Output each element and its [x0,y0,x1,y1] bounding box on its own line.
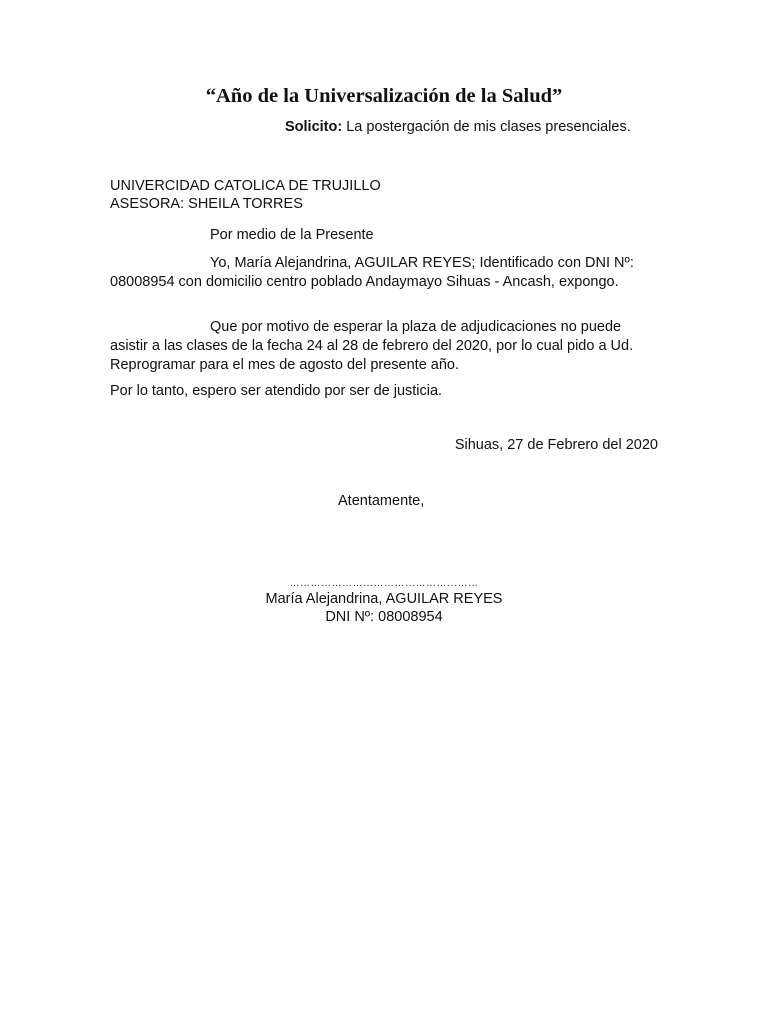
place-date: Sihuas, 27 de Febrero del 2020 [454,437,658,453]
signature-block [0,578,768,626]
identification-paragraph: Yo, María Alejandrina, AGUILAR REYES; Identificado con DNI Nº: 08008954 con domicilio centro poblado Andaymayo Sihuas - Ancash, expongo. [110,255,634,290]
subject-text: La postergación de mis clases presenciales. [342,119,631,135]
signature-line: ……………………………………………… [289,578,479,589]
closing-request-paragraph: Por lo tanto, espero ser atendido por ser de justicia. [110,383,443,399]
reason-paragraph: Que por motivo de esperar la plaza de adjudicaciones no puede asistir a las clases de la fecha 24 al 28 de febrero del 2020, por lo cual pido a Ud. Reprogramar para el mes de agosto del presente año. [110,319,634,373]
recipient-advisor: ASESORA: SHEILA TORRES [110,196,303,212]
intro-paragraph: Por medio de la Presente [210,227,374,243]
subject-line [285,119,631,135]
recipient-block [110,177,381,213]
recipient-institution: UNIVERCIDAD CATOLICA DE TRUJILLO [110,178,381,194]
salutation: Atentamente, [338,493,425,509]
signer-dni: DNI Nº: 08008954 [325,609,443,625]
signer-name: María Alejandrina, AGUILAR REYES [265,591,503,607]
subject-label: Solicito: [285,119,343,135]
document-title: “Año de la Universalización de la Salud” [205,85,563,107]
